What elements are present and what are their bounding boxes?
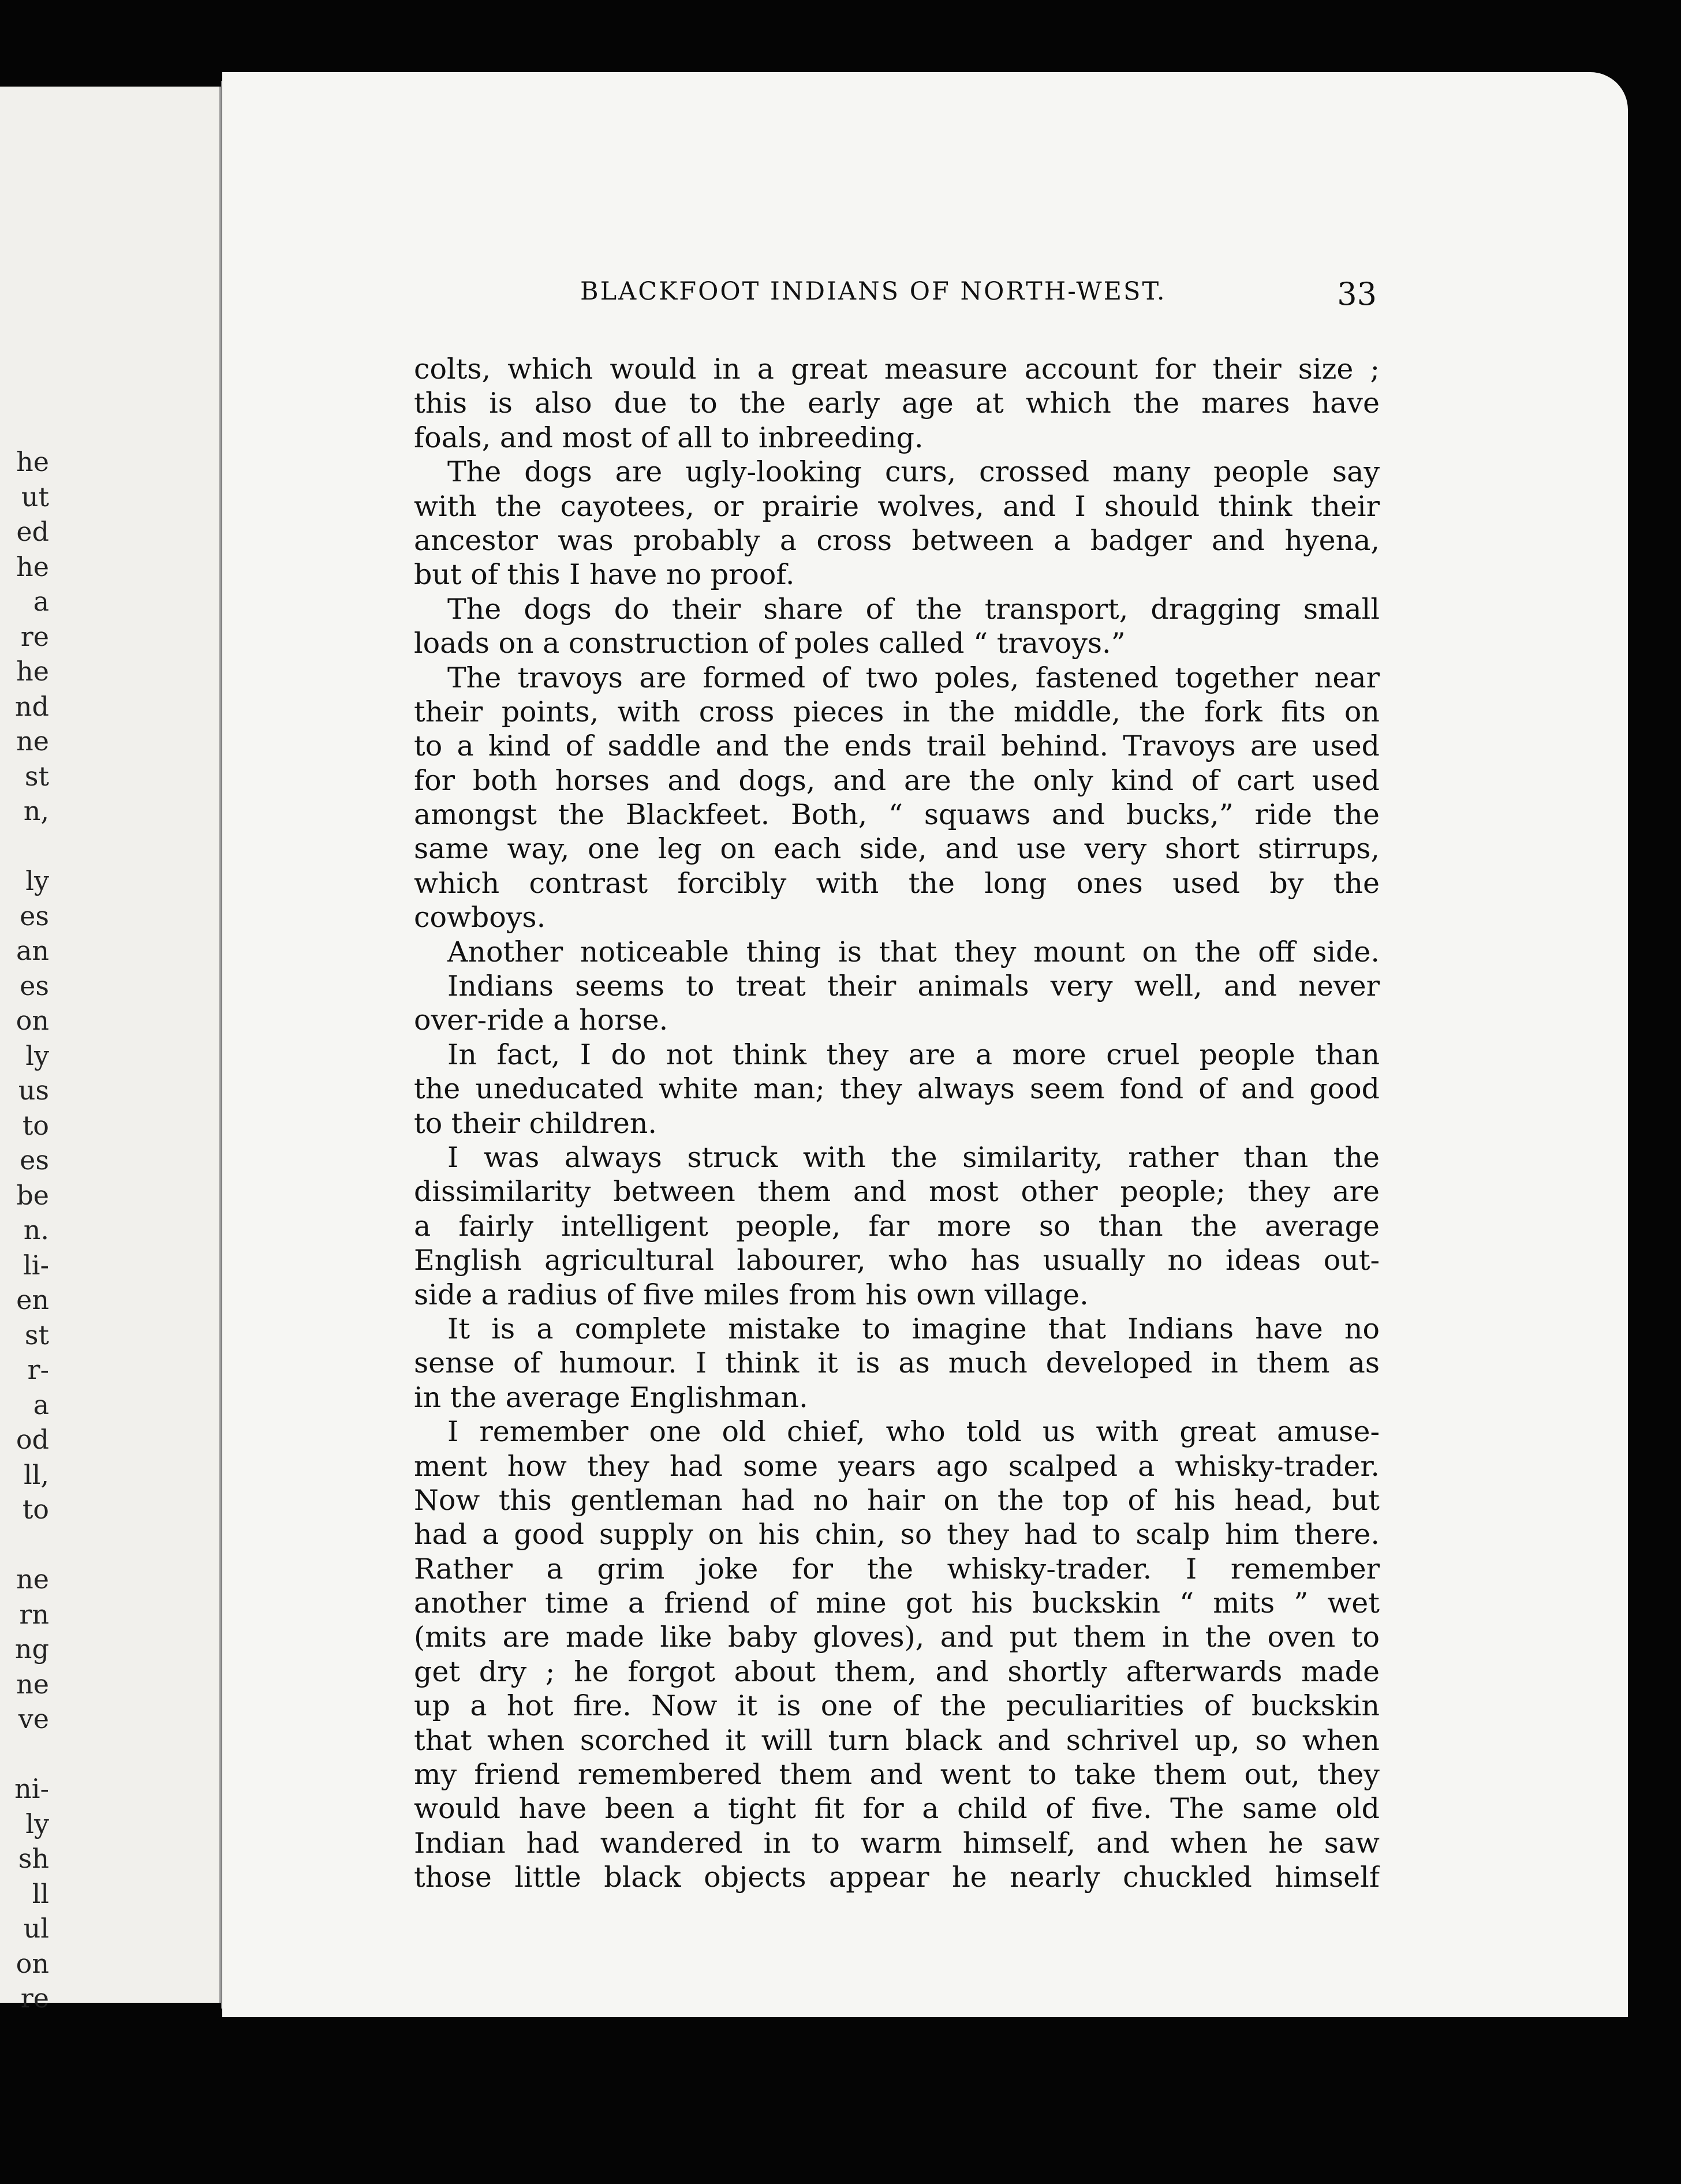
facing-page-fragment: ni- xyxy=(14,1773,49,1804)
text-line: Rather a grim joke for the whisky-trader. I remember xyxy=(414,1552,1380,1585)
facing-page-fragment: a xyxy=(33,1389,49,1420)
facing-page-fragment: on xyxy=(16,1005,49,1036)
text-line: the uneducated white man; they always seem fond of and good xyxy=(414,1072,1380,1106)
text-line: for both horses and dogs, and are the only kind of cart used xyxy=(414,764,1380,797)
facing-page-fragment: he xyxy=(16,551,49,582)
text-line: to a kind of saddle and the ends trail behind. Travoys are used xyxy=(414,730,1380,763)
text-line: in the average Englishman. xyxy=(414,1381,808,1414)
facing-page-fragment: st xyxy=(24,760,49,792)
text-line: foals, and most of all to inbreeding. xyxy=(414,421,924,454)
facing-page-fragment: ne xyxy=(16,725,49,757)
text-line: The travoys are formed of two poles, fastened together near xyxy=(447,661,1380,694)
facing-page-fragment: re xyxy=(20,620,49,652)
body-text xyxy=(414,352,1380,1895)
text-line: up a hot fire. Now it is one of the peculiarities of buckskin xyxy=(414,1689,1380,1723)
text-line: Indian had wandered in to warm himself, and when he saw xyxy=(414,1826,1380,1860)
text-line: another time a friend of mine got his buckskin “ mits ” wet xyxy=(414,1587,1380,1620)
text-line: over-ride a horse. xyxy=(414,1004,668,1037)
text-line: amongst the Blackfeet. Both, “ squaws and bucks,” ride the xyxy=(414,798,1380,832)
text-line: same way, one leg on each side, and use very short stirrups, xyxy=(414,832,1380,866)
text-line: I remember one old chief, who told us with great amuse- xyxy=(447,1415,1380,1449)
text-line: but of this I have no proof. xyxy=(414,558,795,592)
text-line: loads on a construction of poles called “ travoys.” xyxy=(414,627,1126,660)
facing-page-fragment: an xyxy=(16,935,49,966)
facing-page-fragment xyxy=(6,829,49,864)
facing-page-text-fragments xyxy=(6,444,49,2016)
facing-page-fragment: es xyxy=(20,1145,49,1176)
text-line: their points, with cross pieces in the middle, the fork fits on xyxy=(414,695,1380,728)
text-line: a fairly intelligent people, far more so than the average xyxy=(414,1209,1380,1243)
text-line: dissimilarity between them and most other people; they are xyxy=(414,1175,1380,1209)
text-line: that when scorched it will turn black and schrivel up, so when xyxy=(414,1723,1380,1757)
facing-page-fragment: st xyxy=(24,1319,49,1351)
text-line: In fact, I do not think they are a more cruel people than xyxy=(447,1038,1380,1071)
facing-page-fragment: to xyxy=(22,1494,49,1525)
page-number: 33 xyxy=(1337,276,1377,312)
facing-page-fragment: to xyxy=(22,1109,49,1141)
facing-page-fragment: on xyxy=(16,1947,49,1979)
text-line: those little black objects appear he nearly chuckled himself xyxy=(414,1861,1380,1894)
facing-page-fragment: ll xyxy=(32,1878,49,1909)
text-line: sense of humour. I think it is as much developed in them as xyxy=(414,1347,1380,1380)
text-line: ancestor was probably a cross between a badger and hyena, xyxy=(414,523,1380,557)
facing-page-fragment: ut xyxy=(21,481,49,513)
facing-page-fragment xyxy=(6,1527,49,1562)
facing-page-fragment: es xyxy=(20,900,49,932)
facing-page-fragment: ly xyxy=(25,1039,49,1071)
text-line: cowboys. xyxy=(414,901,546,934)
text-line: colts, which would in a great measure account for their size ; xyxy=(414,353,1380,386)
facing-page-fragment xyxy=(6,1737,49,1772)
text-line: get dry ; he forgot about them, and shortly afterwards made xyxy=(414,1655,1380,1688)
facing-page-fragment: a xyxy=(33,586,49,617)
facing-page-fragment: rn xyxy=(19,1598,49,1630)
facing-page-fragment: be xyxy=(16,1179,49,1211)
facing-page-fragment: li- xyxy=(23,1249,49,1281)
facing-page xyxy=(0,87,225,2014)
facing-page-fragment: n. xyxy=(23,1214,49,1246)
facing-page-fragment: nd xyxy=(14,690,49,722)
facing-page-fragment: r- xyxy=(27,1354,49,1385)
text-line: with the cayotees, or prairie wolves, and I should think their xyxy=(414,489,1380,523)
facing-page-fragment: ul xyxy=(23,1913,49,1944)
facing-page-fragment: ll, xyxy=(23,1459,49,1490)
facing-page-fragment: sh xyxy=(18,1843,49,1874)
facing-page-fragment: es xyxy=(20,970,49,1001)
running-title: BLACKFOOT INDIANS OF NORTH-WEST. xyxy=(580,277,1167,306)
text-line: this is also due to the early age at which the mares have xyxy=(414,387,1380,420)
facing-page-fragment: he xyxy=(16,446,49,477)
text-line: (mits are made like baby gloves), and put them in the oven to xyxy=(414,1621,1380,1654)
facing-page-fragment: ve xyxy=(18,1703,49,1734)
facing-page-fragment: ly xyxy=(25,1808,49,1839)
text-line: had a good supply on his chin, so they had to scalp him there. xyxy=(414,1518,1380,1551)
facing-page-fragment: he xyxy=(16,656,49,687)
facing-page-fragment: ng xyxy=(14,1633,49,1665)
text-line: Now this gentleman had no hair on the top of his head, but xyxy=(414,1483,1380,1517)
facing-page-fragment: n, xyxy=(23,795,49,827)
text-line: would have been a tight fit for a child of five. The same old xyxy=(414,1792,1380,1826)
text-line: I was always struck with the similarity, rather than the xyxy=(447,1140,1380,1174)
text-line: English agricultural labourer, who has usually no ideas out- xyxy=(414,1244,1380,1277)
facing-page-fragment: ly xyxy=(25,865,49,896)
facing-page-fragment: re xyxy=(20,1983,49,2014)
text-line: The dogs do their share of the transport, dragging small xyxy=(447,592,1380,626)
running-header xyxy=(580,277,1377,323)
text-line: ment how they had some years ago scalped a whisky-trader. xyxy=(414,1449,1380,1483)
text-line: to their children. xyxy=(414,1106,657,1140)
facing-page-fragment: od xyxy=(16,1424,49,1455)
text-line: my friend remembered them and went to take them out, they xyxy=(414,1758,1380,1792)
text-line: Indians seems to treat their animals very well, and never xyxy=(447,970,1380,1003)
text-line: side a radius of five miles from his own village. xyxy=(414,1278,1089,1311)
text-line: Another noticeable thing is that they mount on the off side. xyxy=(447,935,1380,968)
facing-page-fragment: ne xyxy=(16,1668,49,1700)
text-line: The dogs are ugly-looking curs, crossed many people say xyxy=(447,455,1380,489)
facing-page-fragment: ne xyxy=(16,1564,49,1595)
text-line: It is a complete mistake to imagine that Indians have no xyxy=(447,1312,1380,1345)
facing-page-fragment: us xyxy=(18,1075,49,1106)
text-line: which contrast forcibly with the long ones used by the xyxy=(414,866,1380,900)
facing-page-fragment: ed xyxy=(16,516,49,547)
facing-page-fragment: en xyxy=(16,1284,49,1315)
